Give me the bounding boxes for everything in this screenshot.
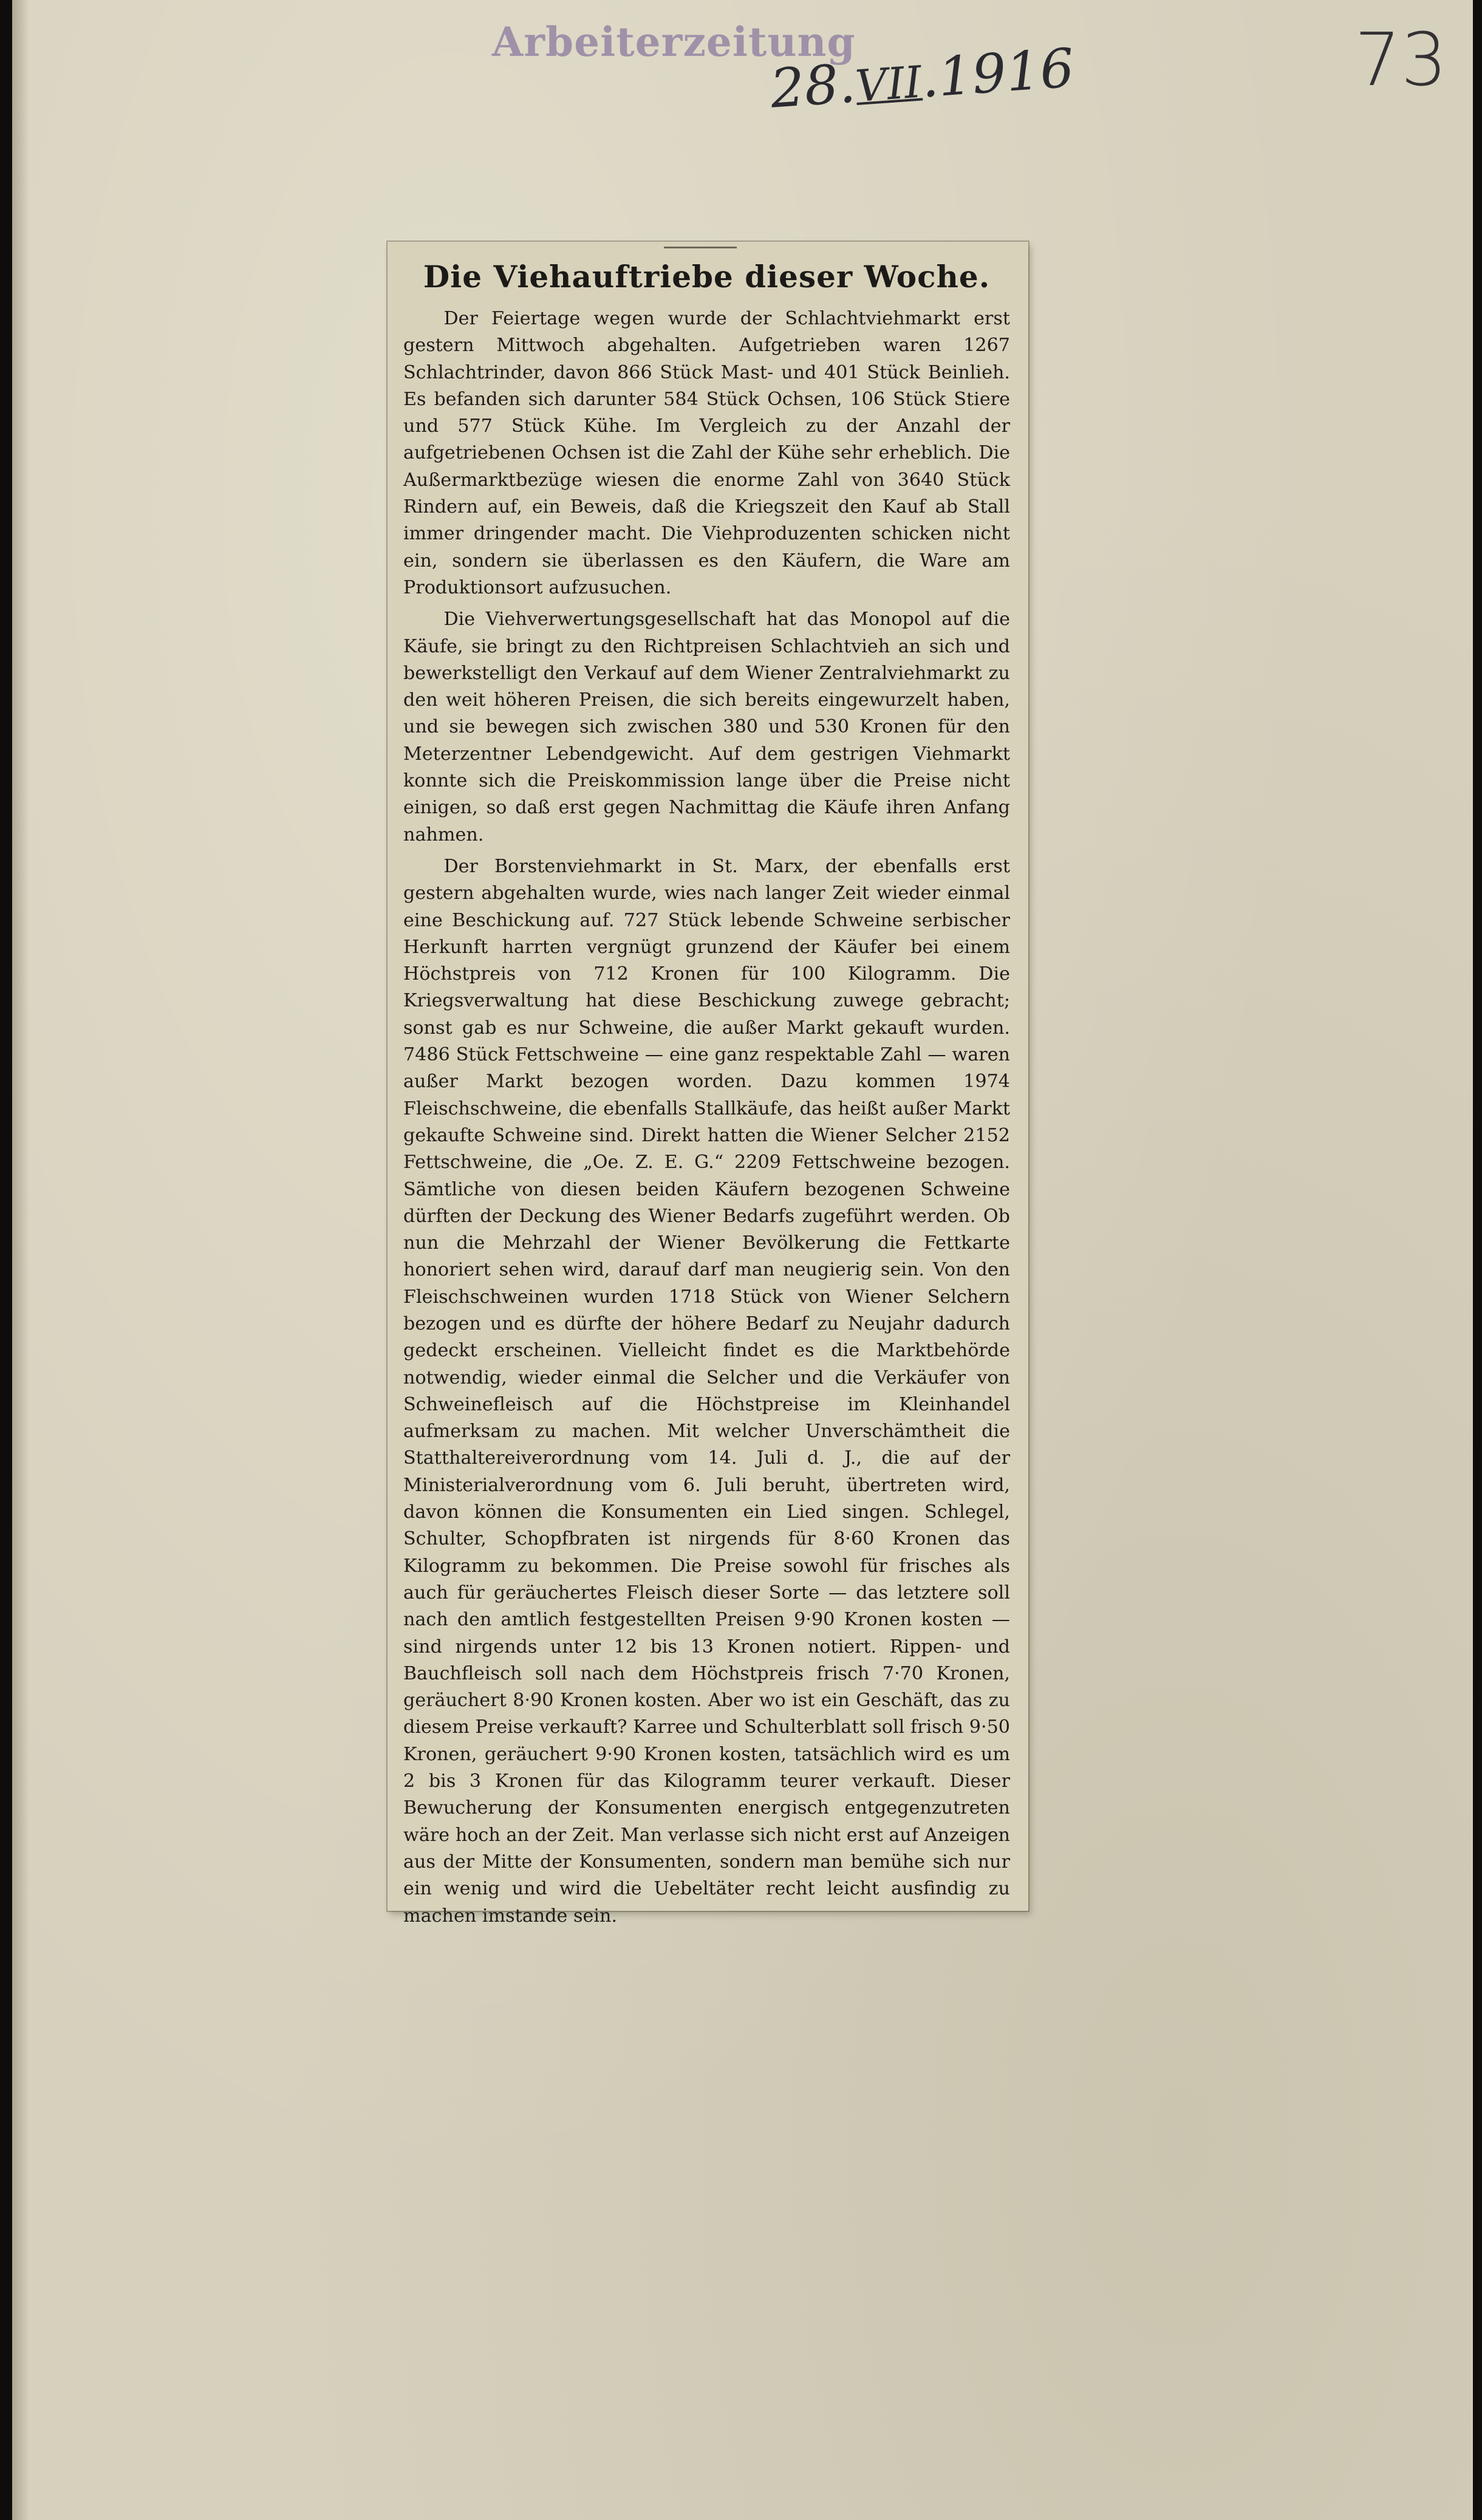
archive-sheet bbox=[12, 0, 1473, 2520]
article-paragraph-3: Der Borstenviehmarkt in St. Marx, der ebenfalls erst gestern abgehalten wurde, wies nach langer Zeit wieder einmal eine Beschickung auf. 727 Stück lebende Schweine serbischer Herkunft harrten vergnügt grunzend der Käufer bei einem Höchstpreis von 712 Kronen für 100 Kilogramm. Die Kriegsverwaltung hat diese Beschickung zuwege gebracht; sonst gab es nur Schweine, die außer Markt gekauft wurden. 7486 Stück Fettschweine — eine ganz respektable Zahl — waren außer Markt bezogen worden. Dazu kommen 1974 Fleischschweine, die ebenfalls Stallkäufe, das heißt außer Markt gekaufte Schweine sind. Direkt hatten die Wiener Selcher 2152 Fettschweine, die „Oe. Z. E. G.“ 2209 Fettschweine bezogen. Sämtliche von diesen beiden Käufern bezogenen Schweine dürften der Deckung des Wiener Bedarfs zugeführt werden. Ob nun die Mehrzahl der Wiener Bevölkerung die Fettkarte honoriert sehen wird, darauf darf man neugierig sein. Von den Fleischschweinen wurden 1718 Stück von Wiener Selchern bezogen und es dürfte der höhere Bedarf zu Neujahr dadurch gedeckt erscheinen. Vielleicht findet es die Marktbehörde notwendig, wieder einmal die Selcher und die Verkäufer von Schweinefleisch auf die Höchstpreise im Kleinhandel aufmerksam zu machen. Mit welcher Unverschämtheit die Statthaltereiverordnung vom 14. Juli d. J., die auf der Ministerialverordnung vom 6. Juli beruht, übertreten wird, davon können die Konsumenten ein Lied singen. Schlegel, Schulter, Schopfbraten ist nirgends für 8·60 Kronen das Kilogramm zu bekommen. Die Preise sowohl für frisches als auch für geräuchertes Fleisch dieser Sorte — das letztere soll nach den amtlich festgestellten Preisen 9·90 Kronen kosten — sind nirgends unter 12 bis 13 Kronen notiert. Rippen- und Bauchfleisch soll nach dem Höchstpreis frisch 7·70 Kronen, geräuchert 8·90 Kronen kosten. Aber wo ist ein Geschäft, das zu diesem Preise verkauft? Karree und Schulterblatt soll frisch 9·50 Kronen, geräuchert 9·90 Kronen kosten, tatsächlich wird es um 2 bis 3 Kronen für das Kilogramm teurer verkauft. Dieser Bewucherung der Konsumenten energisch entgegenzutreten wäre hoch an der Zeit. Man verlasse sich nicht erst auf Anzeigen aus der Mitte der Konsumenten, sondern man bemühe sich nur ein wenig und wird die Uebeltäter recht leicht ausfindig zu machen imstande sein. bbox=[403, 855, 1010, 1927]
date-day: 28. bbox=[768, 52, 858, 120]
article-paragraph-2: Die Viehverwertungsgesellschaft hat das Monopol auf die Käufe, sie bringt zu den Richtpreisen Schlachtvieh an sich und bewerkstelligt den Verkauf auf dem Wiener Zentralviehmarkt zu den weit höheren Preisen, die sich bereits eingewurzelt haben, und sie bewegen sich zwischen 380 und 530 Kronen für den Meterzentner Lebendgewicht. Auf dem gestrigen Viehmarkt konnte sich die Preiskommission lange über die Preise nicht einigen, so daß erst gegen Nachmittag die Käufe ihren Anfang nahmen. bbox=[403, 609, 1010, 845]
date-month: VII bbox=[853, 56, 924, 112]
handwritten-page-number: 73 bbox=[1354, 18, 1447, 103]
date-year: .1916 bbox=[919, 36, 1076, 110]
article-headline: Die Viehauftriebe dieser Woche. bbox=[423, 259, 991, 295]
newspaper-clipping bbox=[388, 242, 1028, 1927]
article-paragraph-1: Der Feiertage wegen wurde der Schlachtviehmarkt erst gestern Mittwoch abgehalten. Aufgetrieben waren 1267 Schlachtrinder, davon 866 Stück Mast- und 401 Stück Beinlieh. Es befanden sich darunter 584 Stück Ochsen, 106 Stück Stiere und 577 Stück Kühe. Im Vergleich zu der Anzahl der aufgetriebenen Ochsen ist die Zahl der Kühe sehr erheblich. Die Außermarktbezüge wiesen die enorme Zahl von 3640 Stück Rindern auf, ein Beweis, daß die Kriegszeit den Kauf ab Stall immer dringender macht. Die Viehproduzenten schicken nicht ein, sondern sie überlassen es den Käufern, die Ware am Produktionsort aufzusuchen. bbox=[403, 308, 1010, 598]
top-divider bbox=[664, 247, 737, 248]
newspaper-stamp: Arbeiterzeitung bbox=[492, 18, 856, 66]
